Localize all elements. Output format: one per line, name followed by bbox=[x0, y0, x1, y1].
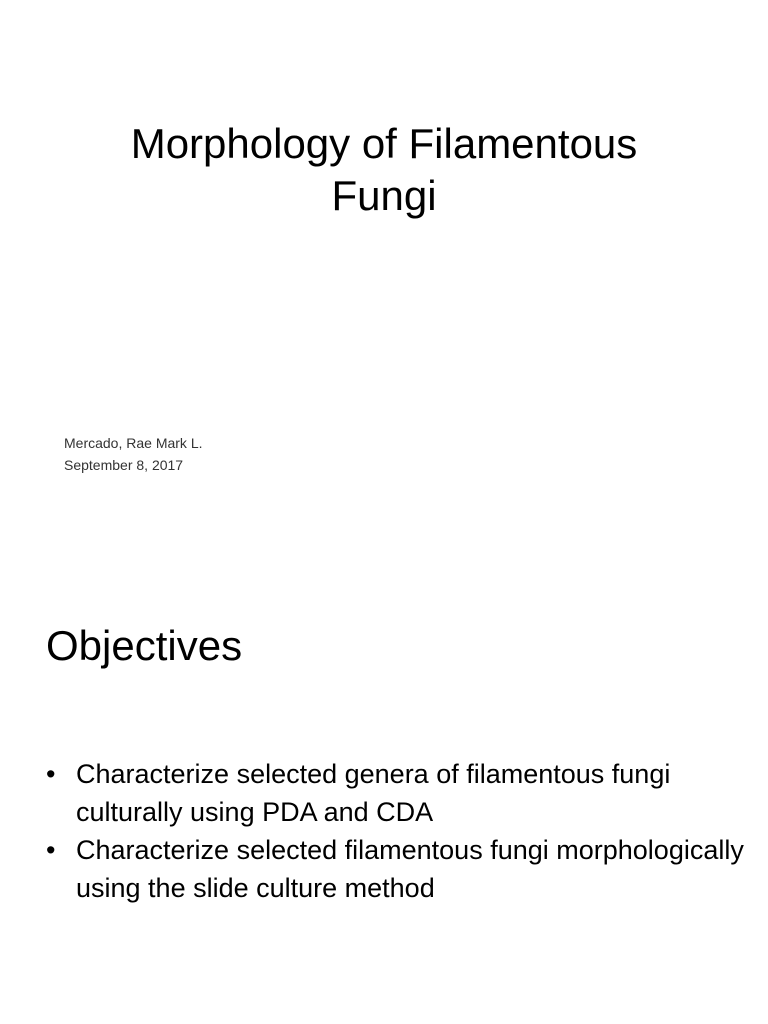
slide-subtitle bbox=[64, 432, 203, 476]
objectives-heading: Objectives bbox=[46, 622, 243, 669]
slide-title-text bbox=[0, 118, 768, 222]
bullet-icon: • bbox=[46, 759, 56, 789]
title-line-1: Morphology of Filamentous bbox=[130, 120, 638, 167]
objectives-list bbox=[46, 755, 746, 907]
author-name: Mercado, Rae Mark L. bbox=[64, 435, 203, 451]
list-item-text: Characterize selected filamentous fungi morphologically using the slide culture method bbox=[76, 835, 744, 903]
bullet-icon: • bbox=[46, 835, 56, 865]
list-item bbox=[46, 831, 746, 907]
slide-objectives bbox=[0, 512, 768, 1024]
list-item-text: Characterize selected genera of filamentous fungi culturally using PDA and CDA bbox=[76, 759, 671, 827]
title-line-2: Fungi bbox=[331, 172, 437, 219]
presentation-date: September 8, 2017 bbox=[64, 457, 184, 473]
list-item bbox=[46, 755, 746, 831]
